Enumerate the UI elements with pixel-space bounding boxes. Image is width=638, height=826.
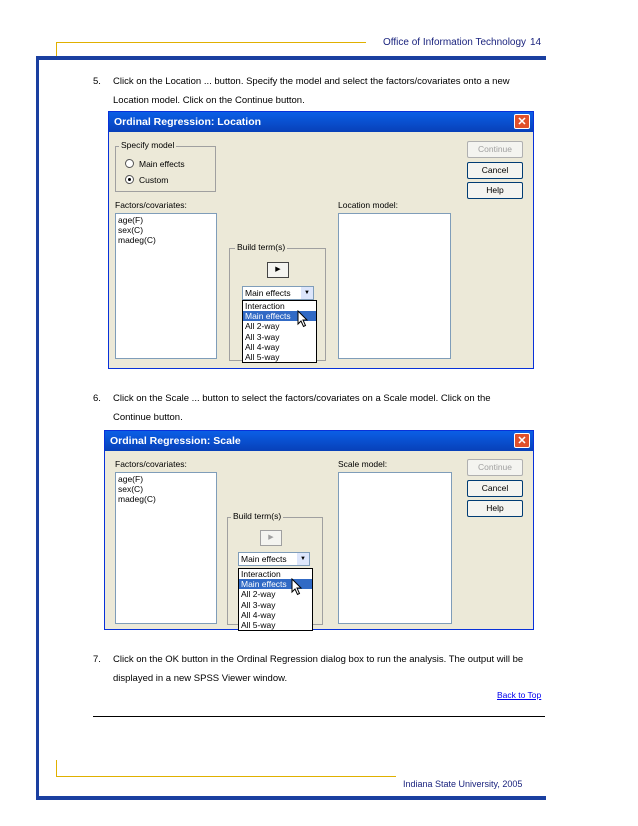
step-keyword: Continue: [113, 412, 152, 423]
factors-label: Factors/covariates:: [115, 200, 187, 210]
step-text: ... button. Specify the model and select the factors/covariates onto a new: [201, 76, 510, 87]
help-button[interactable]: Help: [467, 500, 523, 517]
dialog-titlebar[interactable]: [105, 431, 533, 451]
scale-model-list[interactable]: [338, 472, 452, 624]
build-term-combo[interactable]: [238, 552, 310, 566]
footer-rule-blue: [36, 796, 546, 800]
dropdown-option-selected[interactable]: Main effects: [243, 311, 316, 321]
step-text: Click on the: [113, 393, 166, 404]
mouse-cursor-icon: [291, 578, 303, 596]
page-number: 14: [530, 37, 542, 48]
divider: [93, 716, 545, 717]
close-icon[interactable]: ✕: [514, 433, 530, 448]
dialog-titlebar[interactable]: [109, 112, 533, 132]
header-rule-blue: [36, 56, 546, 60]
footer-text: Indiana State University, 2005: [403, 779, 523, 789]
factors-label: Factors/covariates:: [115, 459, 187, 469]
left-border-blue: [36, 56, 39, 796]
location-model-list[interactable]: [338, 213, 451, 359]
list-item[interactable]: sex(C): [118, 484, 144, 494]
radio-dot: [125, 175, 134, 184]
build-term-label: Build term(s): [237, 242, 286, 252]
step-text: ... button to select the factors/covariates on a Scale model. Click on the: [189, 393, 491, 404]
dropdown-option[interactable]: All 3-way: [245, 331, 280, 342]
footer-rule-gold: [56, 776, 396, 777]
header-title: Office of Information Technology: [383, 37, 527, 48]
build-term-label: Build term(s): [233, 511, 282, 521]
step-text: displayed in a new SPSS Viewer window.: [113, 673, 288, 684]
arrow-right-icon: ▶: [268, 534, 274, 541]
factors-list[interactable]: [115, 213, 217, 359]
step-5: [93, 72, 553, 110]
step-keyword: OK: [165, 654, 180, 665]
step-number: 7.: [93, 654, 101, 665]
dropdown-option-selected[interactable]: Main effects: [239, 579, 312, 589]
step-keyword: Location: [165, 76, 202, 87]
step-text: Click on the: [113, 654, 166, 665]
scale-dialog: [104, 430, 534, 630]
factors-list[interactable]: [115, 472, 217, 624]
list-item[interactable]: sex(C): [118, 225, 144, 235]
scale-model-label: Scale model:: [338, 459, 388, 469]
specify-model-group: [115, 146, 216, 192]
step-text: button in the Ordinal Regression dialog box to run the analysis. The output will be: [179, 654, 524, 665]
dropdown-option[interactable]: All 5-way: [245, 352, 280, 363]
cancel-button[interactable]: Cancel: [467, 480, 523, 497]
dropdown-option[interactable]: Interaction: [245, 301, 285, 311]
dropdown-option[interactable]: All 5-way: [241, 620, 276, 631]
location-model-label: Location model:: [338, 200, 399, 210]
list-item[interactable]: age(F): [118, 474, 144, 484]
mouse-cursor-icon: [297, 310, 309, 328]
step-text: Click on the: [113, 76, 166, 87]
step-keyword: Scale: [165, 393, 190, 404]
dropdown-option[interactable]: All 3-way: [241, 599, 276, 610]
list-item[interactable]: age(F): [118, 215, 144, 225]
help-button[interactable]: Help: [467, 182, 523, 199]
step-number: 6.: [93, 393, 101, 404]
radio-label: Main effects: [139, 159, 185, 169]
dropdown-option[interactable]: All 4-way: [245, 341, 280, 352]
specify-model-label: Specify model: [121, 140, 175, 150]
step-keyword: Continue: [234, 95, 274, 106]
combo-value: Main effects: [241, 554, 287, 564]
radio-custom[interactable]: [125, 175, 168, 185]
dropdown-option[interactable]: Interaction: [241, 569, 281, 579]
header-rule-gold: [56, 42, 366, 43]
dropdown-option[interactable]: All 2-way: [245, 321, 280, 332]
list-item[interactable]: madeg(C): [118, 494, 156, 504]
back-to-top-link[interactable]: Back to Top: [497, 690, 542, 700]
chevron-down-icon[interactable]: ▼: [301, 287, 313, 299]
continue-button[interactable]: Continue: [467, 459, 523, 476]
move-right-button[interactable]: [267, 262, 289, 278]
radio-dot: [125, 159, 134, 168]
step-text: button.: [273, 95, 305, 106]
step-number: 5.: [93, 76, 101, 87]
step-text: Location model. Click on the: [113, 95, 235, 106]
location-dialog: [108, 111, 534, 369]
footer-rule-gold-vertical: [56, 760, 57, 777]
step-7: [93, 650, 553, 688]
chevron-down-icon[interactable]: ▼: [297, 553, 309, 565]
continue-button[interactable]: Continue: [467, 141, 523, 158]
step-6: [93, 389, 553, 427]
arrow-right-icon: ▶: [275, 266, 281, 273]
combo-value: Main effects: [245, 288, 291, 298]
dialog-title: Ordinal Regression: Scale: [110, 435, 241, 447]
list-item[interactable]: madeg(C): [118, 235, 156, 245]
build-term-combo[interactable]: [242, 286, 314, 300]
radio-label: Custom: [139, 175, 169, 185]
dropdown-option[interactable]: All 2-way: [241, 589, 276, 600]
move-right-button[interactable]: [260, 530, 282, 546]
close-icon[interactable]: ✕: [514, 114, 530, 129]
radio-main-effects[interactable]: [125, 159, 185, 169]
dialog-title: Ordinal Regression: Location: [114, 116, 262, 128]
dropdown-option[interactable]: All 4-way: [241, 609, 276, 620]
cancel-button[interactable]: Cancel: [467, 162, 523, 179]
step-text: button.: [151, 412, 183, 423]
